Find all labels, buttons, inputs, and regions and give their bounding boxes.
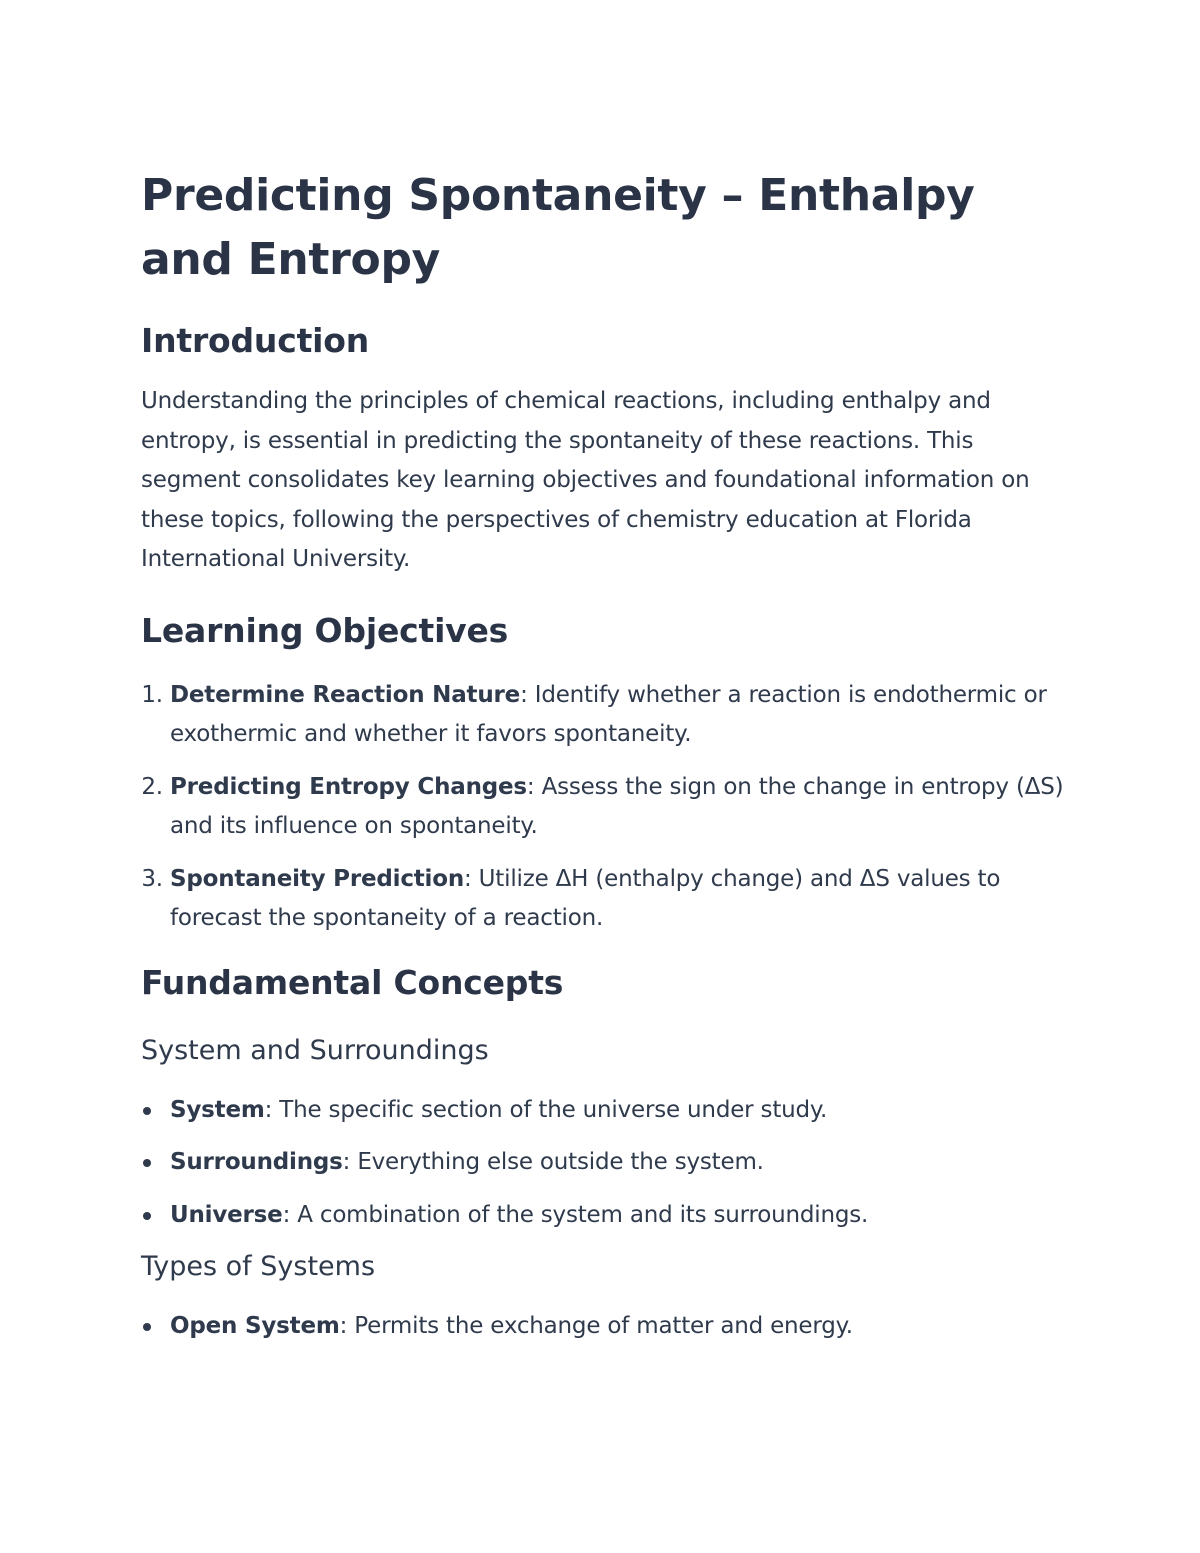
learning-objectives-heading: Learning Objectives <box>141 610 509 650</box>
objective-text: : Identify whether a reaction is endothermic or exothermic and whether it favors spontaneity. <box>170 681 1047 747</box>
types-of-systems-heading: Types of Systems <box>141 1251 376 1282</box>
list-item <box>170 1143 1071 1183</box>
list-item <box>170 860 1071 939</box>
page-title: Predicting Spontaneity – Enthalpy and Entropy <box>141 170 975 285</box>
list-item <box>170 1307 1071 1347</box>
concept-text: : Everything else outside the system. <box>342 1149 764 1175</box>
objective-term: Predicting Entropy Changes <box>170 773 527 800</box>
system-and-surroundings-heading: System and Surroundings <box>141 1034 489 1066</box>
document-page <box>141 164 1071 1360</box>
concept-term: Open System <box>170 1313 340 1339</box>
bullet-icon <box>143 1323 151 1331</box>
concept-text: : Permits the exchange of matter and energy. <box>339 1313 853 1339</box>
objective-text: : Assess the sign on the change in entropy (ΔS) and its influence on spontaneity. <box>170 773 1064 839</box>
concept-term: Universe <box>170 1201 283 1228</box>
system-and-surroundings-list <box>141 1091 1071 1236</box>
concept-text: : The specific section of the universe under study. <box>264 1096 828 1123</box>
list-item <box>170 1091 1071 1131</box>
bullet-icon <box>143 1159 151 1167</box>
learning-objectives-list <box>141 676 1071 939</box>
bullet-icon <box>143 1107 151 1115</box>
types-of-systems-list <box>141 1307 1071 1347</box>
introduction-heading: Introduction <box>141 321 370 360</box>
objective-text: : Utilize ΔH (enthalpy change) and ΔS values to forecast the spontaneity of a reaction. <box>170 865 1001 931</box>
list-item <box>170 1196 1071 1236</box>
list-item <box>170 676 1071 755</box>
concept-text: : A combination of the system and its surroundings. <box>282 1201 869 1228</box>
concept-term: System <box>170 1096 265 1123</box>
objective-term: Spontaneity Prediction <box>170 865 465 892</box>
objective-term: Determine Reaction Nature <box>170 681 521 708</box>
list-item <box>170 768 1071 847</box>
introduction-paragraph: Understanding the principles of chemical reactions, including enthalpy and entropy, is essential in predicting the spontaneity of these reactions. This segment consolidates key learning objectives and foundational information on these topics, following the perspectives of chemistry education at Florida International University. <box>141 388 1030 572</box>
fundamental-concepts-heading: Fundamental Concepts <box>141 962 564 1002</box>
bullet-icon <box>143 1212 151 1220</box>
concept-term: Surroundings <box>170 1149 343 1175</box>
